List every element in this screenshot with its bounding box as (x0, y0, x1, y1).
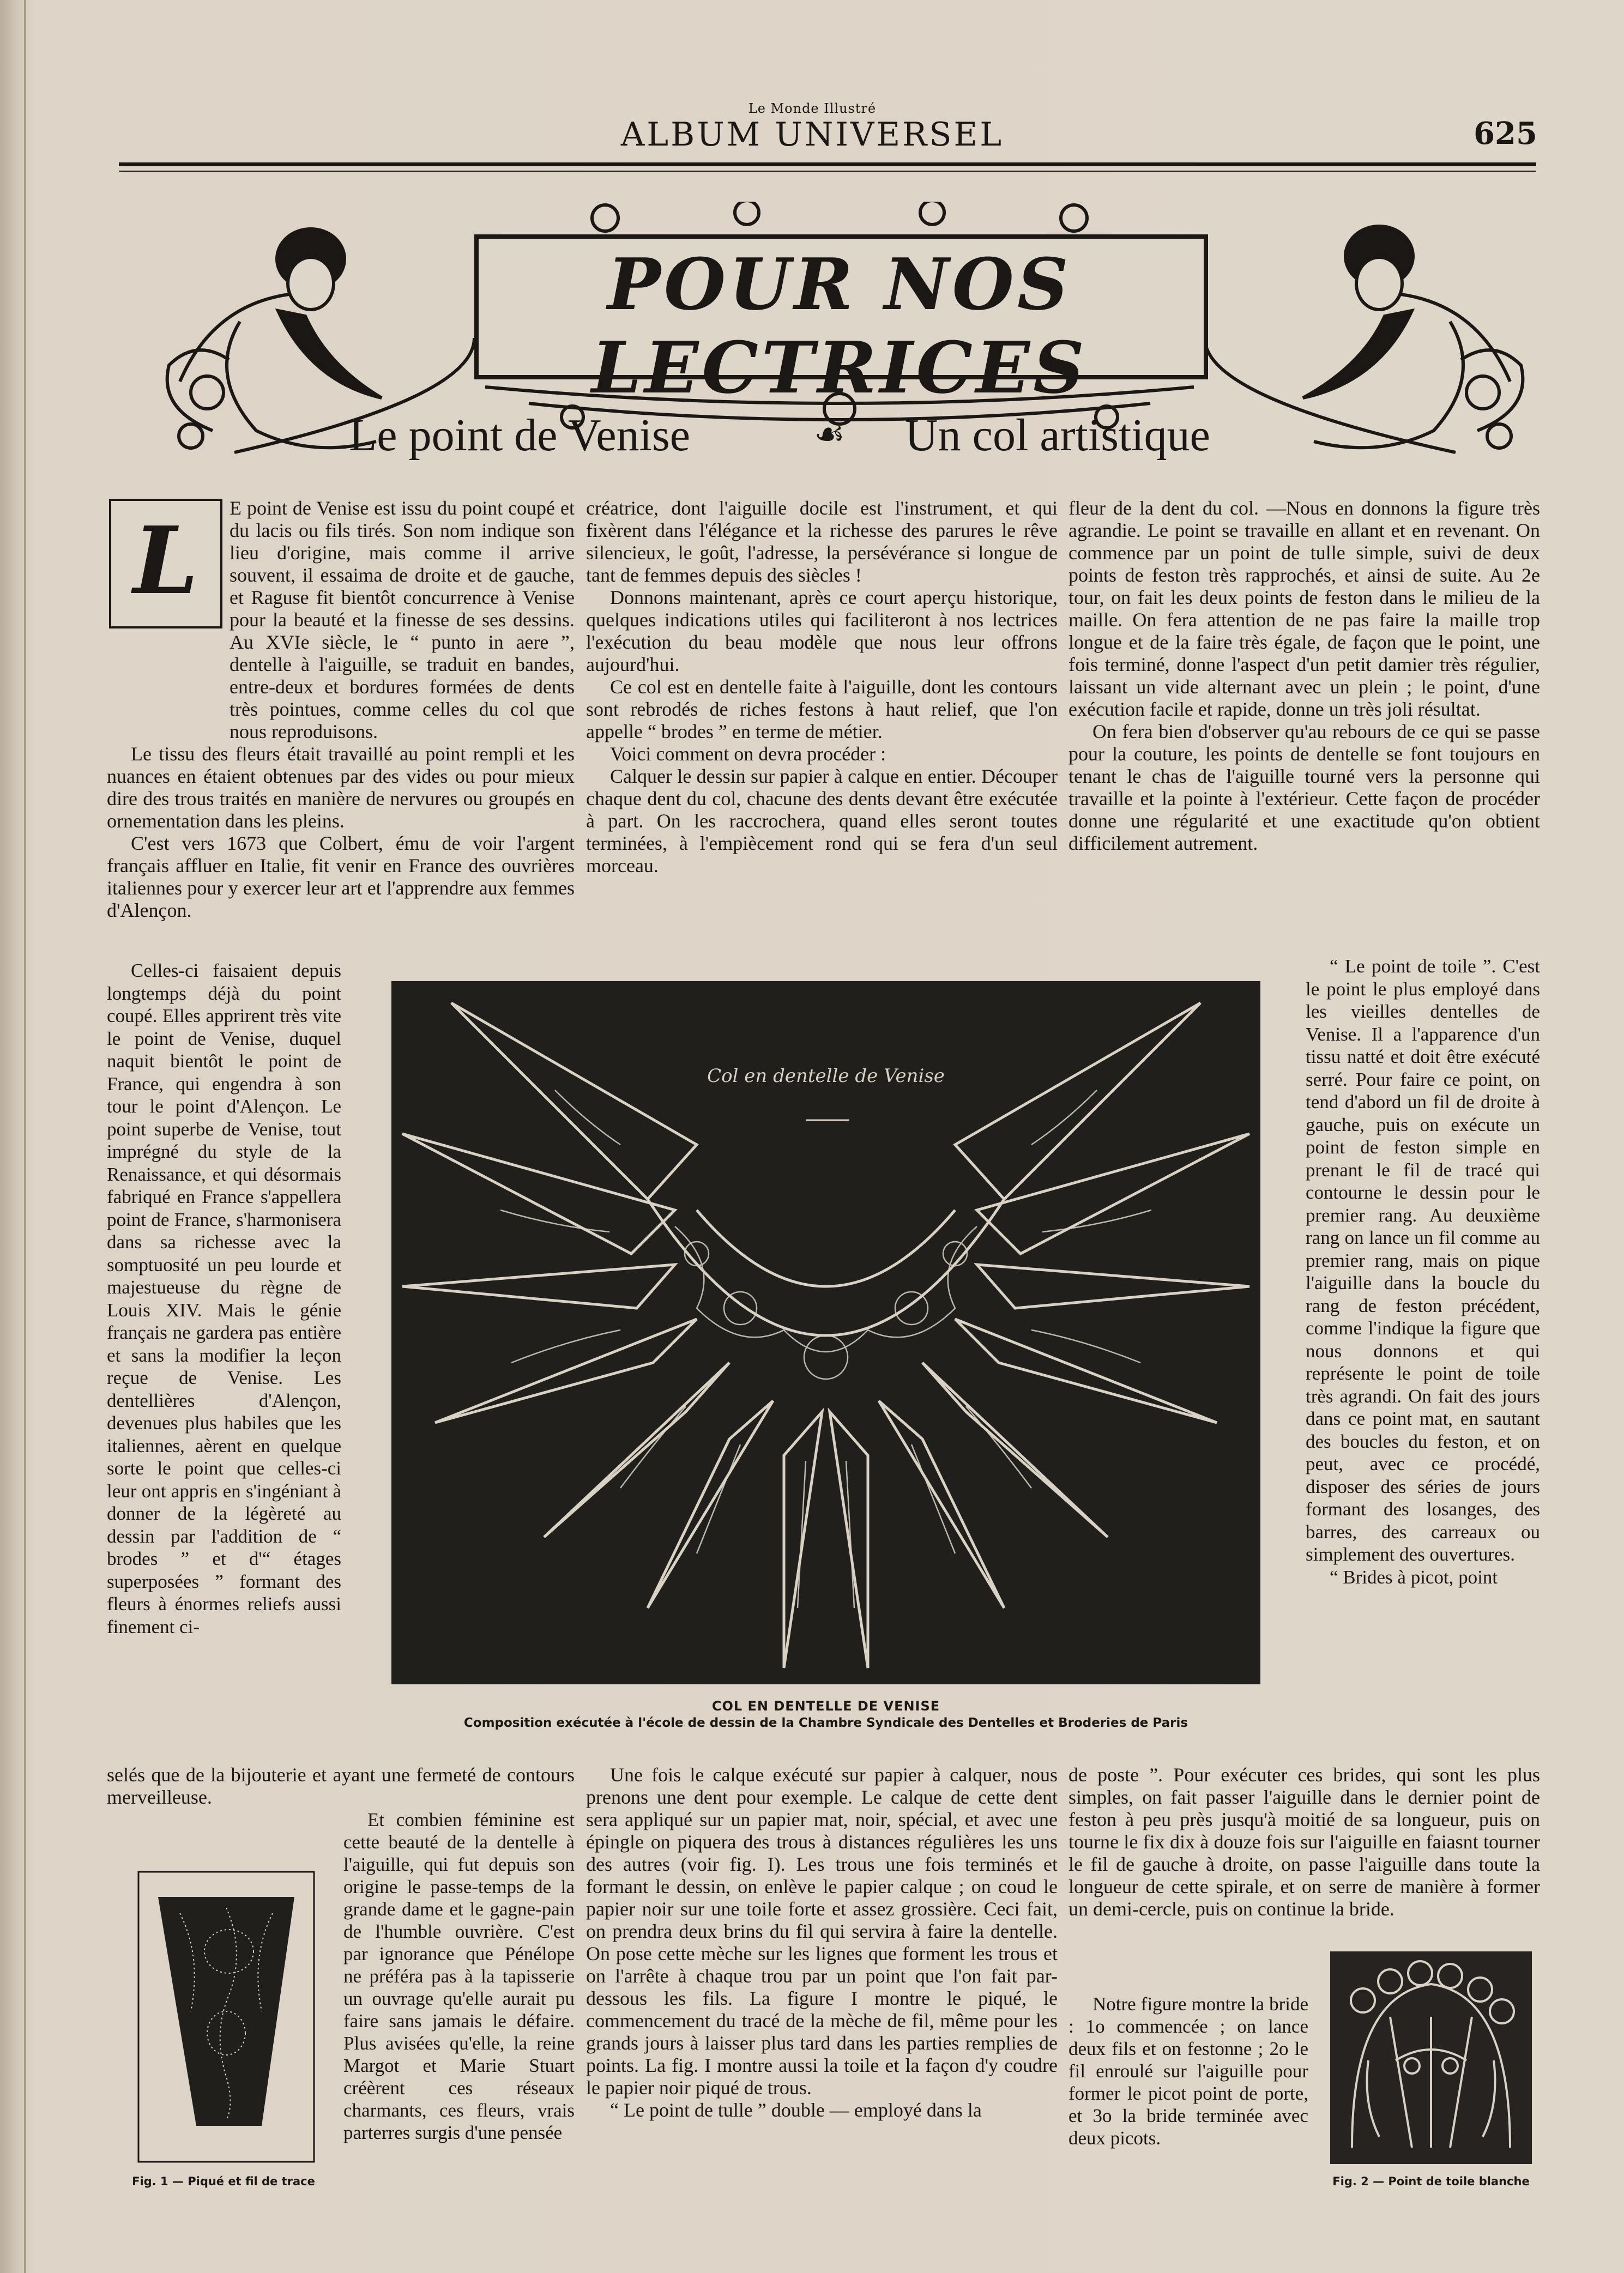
collar-inscription: Col en dentelle de Venise (707, 1065, 945, 1087)
paragraph: Celles-ci faisaient depuis longtemps déjà du point coupé. Elles apprirent très vite le point de Venise, duquel naquit bientôt le point de France, qui engendra à son tour le point d'Alençon. Le point superbe de Venise, tout imprégné du style de la Renaissance, et qui désormais fabriqué en France s'appellera point de France, s'harmonisera dans sa richesse avec la somptuosité un peu lourde et majestueuse du règne de Louis XIV. Mais le génie français ne gardera pas entière et sans la modifier la leçon reçue de Venise. Les dentellières d'Alençon, devenues plus habiles que les italiennes, aèrent en quelque sorte le point que celles-ci leur ont appris en s'ingéniant à donner de la légèreté au dessin par l'addition de “ brodes ” et d'“ étages superposées ” formant des fleurs à énormes reliefs aussi finement ci- (107, 960, 341, 1637)
figure-2-caption: Fig. 2 — Point de toile blanche (1332, 2175, 1530, 2188)
right-column-middle (1306, 955, 1540, 1588)
paragraph-intro-a (107, 497, 575, 743)
paragraph: Le tissu des fleurs était travaillé au point rempli et les nuances en étaient obtenues par des vides ou pour mieux dire des trous traités en manière de nervures ou groupés en ornementation dans les pleins. (107, 743, 575, 832)
left-column-bottom-narrow (343, 1809, 575, 2144)
paragraph: Voici comment on devra procéder : (610, 743, 886, 765)
header-rule-thin (119, 171, 1536, 172)
header-rule (119, 162, 1536, 166)
page-number: 625 (1474, 116, 1537, 152)
right-column-top (1068, 497, 1540, 855)
figure-caption-title: COL EN DENTELLE DE VENISE (711, 1698, 940, 1714)
figure-1-pricked-pattern (136, 1870, 316, 2164)
paragraph: Une fois le calque exécuté sur papier à calquer, nous prenons une dent pour exemple. Le calque de cette dent sera appliqué sur un papier mat, noir, spécial, et avec une épingle on piquera des trous à distances régulières les uns des autres (voir fig. I). Les trous une fois terminés et formant le dessin, on enlève le papier calque ; on coud le papier noir sur une toile forte et assez grossière. Ceci fait, on prendra deux brins du fil qui servira à faire la dentelle. On pose cette mèche sur les lignes que forment les trous et on l'arrête à chaque trou par un point que l'on fait par-dessous les fils. La figure I montre le piqué, le commencement du tracé de la mèche de fil, même pour les grands jours à laisser plus tard dans les parties remplies de points. La fig. I montre aussi la toile et la façon d'y coudre le papier noir piqué de trous. (586, 1764, 1058, 2099)
left-column-middle (107, 959, 341, 1638)
right-column-bottom-narrow (1068, 1993, 1308, 2149)
paragraph: “ Brides à picot, point (1330, 1566, 1498, 1588)
right-column-bottom (1068, 1764, 1540, 1920)
article-title-right: Un col artistique (905, 410, 1210, 461)
collar-illustration (391, 981, 1260, 1684)
paragraph: On fera bien d'observer qu'au rebours de ce qui se passe pour la couture, les points de dentelle se font toujours en tenant le chas de l'aiguille tourné vers la personne qui travaille et la pointe à l'extérieur. Cette façon de procéder donne une régularité et une exactitude qu'on obtient difficilement autrement. (1068, 721, 1540, 854)
paragraph: de poste ”. Pour exécuter ces brides, qui sont les plus simples, on fait passer l'aiguille dans le dernier point de feston à peu près jusqu'à moitié de sa longueur, puis on tourne le fix dix à douze fois sur l'aiguille en faiasnt tourner le fil de gauche à droite, on passe l'aiguille dans toute la longueur de cette spirale, et on serre de manière à former un demi-cercle, puis on continue la bride. (1068, 1764, 1540, 1920)
paragraph: C'est vers 1673 que Colbert, ému de voir l'argent français affluer en Italie, fit venir en France des ouvrières italiennes pour y exercer leur art et l'apprendre aux femmes d'Alençon. (107, 832, 575, 921)
article-title-left: Le point de Venise (349, 410, 690, 461)
figure-1-caption: Fig. 1 — Piqué et fil de trace (132, 2175, 315, 2188)
lace-collar-drawing (391, 981, 1260, 1684)
paragraph: Et combien féminine est cette beauté de la dentelle à l'aiguille, qui fut depuis son origine le passe-temps de la grande dame et le gagne-pain de l'humble ouvrière. C'est par ignorance que Pénélope ne préféra pas à la tapisserie un ouvrage qu'elle aurait pu faire sans jamais le défaire. Plus avisées qu'elle, la reine Margot et Marie Stuart créèrent ces réseaux charmants, ces fleurs, vrais parterres surgis d'une pensée (343, 1809, 575, 2143)
figure-2-picot-bride (1330, 1951, 1532, 2164)
left-column-bottom (107, 1764, 575, 1809)
paragraph: Calquer le dessin sur papier à calque en entier. Découper chaque dent du col, chacune des dents devant être exécutée à part. On les raccrochera, quand elles seront toutes terminées, à l'empiècement rond qui se fera d'un seul morceau. (586, 765, 1058, 876)
running-head-title: ALBUM UNIVERSEL (620, 116, 1004, 154)
banner-title: POUR NOS LECTRICES (591, 243, 1088, 409)
middle-column-top (586, 497, 1058, 877)
paragraph: Donnons maintenant, après ce court aperçu historique, quelques indications utiles qui faciliteront à nos lectrices l'exécution du beau modèle que nous leur offrons aujourd'hui. (586, 587, 1058, 675)
pricked-tooth-drawing (136, 1870, 316, 2164)
fleuron-ornament: ☙ (814, 414, 846, 455)
left-column-top (107, 497, 575, 922)
binding-edge (24, 0, 26, 2273)
figure-caption-subtitle: Composition exécutée à l'école de dessin de la Chambre Syndicale des Dentelles et Broderies de Paris (463, 1716, 1188, 1730)
drop-cap-letter: L (133, 506, 198, 615)
paragraph: Notre figure montre la bride : 1o commencée ; on lance deux fils et on festonne ; 2o le fil enroulé sur l'aiguille pour former le picot point de porte, et 3o la bride terminée avec deux picots. (1068, 1993, 1308, 2149)
paragraph: fleur de la dent du col. —Nous en donnons la figure très agrandie. Le point se travaille en allant et en revenant. On commence par un point de tulle simple, suivi de deux points de feston très rapprochés, et ainsi de suite. Au 2e tour, on fait les deux points de feston dans le milieu de la maille. On fera attention de ne pas faire la maille trop longue et de la faire très égale, de façon que le point, une fois terminé, donne l'aspect d'un petit damier très régulier, laissant un vide alternant avec un plein ; le point, d'une exécution facile et rapide, donne un très joli résultat. (1068, 497, 1540, 720)
picot-bride-drawing (1330, 1951, 1532, 2164)
paragraph: Ce col est en dentelle faite à l'aiguille, dont les contours sont rebrodés de riches festons à haut relief, que l'on appelle “ brodes ” en terme de métier. (586, 676, 1058, 742)
paragraph: créatrice, dont l'aiguille docile est l'instrument, et qui fixèrent dans l'élégance et la richesse des parures le rêve silencieux, le goût, l'adresse, la persévérance si longue de tant de femmes depuis des siècles ! (586, 497, 1058, 586)
running-head-small: Le Monde Illustré (748, 101, 877, 116)
paragraph-text: E point de Venise est issu du point coupé et du lacis ou fils tirés. Son nom indique son lieu d'origine, mais comme il arrive souvent, il essaima de droite et de gauche, et Raguse fit bientôt concurrence à Venise pour la beauté et la finesse de ses dessins. Au XVIe siècle, le “ punto in aere ”, dentelle à l'aiguille, se traduit en bandes, entre-deux et bordures formées de dents très pointues, comme celles du col que nous reproduisons. (230, 497, 575, 742)
paragraph: “ Le point de toile ”. C'est le point le plus employé dans les vieilles dentelles de Venise. Il a l'apparence d'un tissu natté et doit être exécuté serré. Pour faire ce point, on tend d'abord un fil de droite à gauche, puis on exécute un point de feston simple en prenant le fil de tracé qui contourne le dessin pour le premier rang. Au deuxième rang on lance un fil comme au premier rang, mais on pique l'aiguille dans la boucle du rang de feston précédent, comme l'indique la figure que nous donnons et qui représente le point de toile très agrandi. On fait des jours dans ce point mat, en sautant des boucles du feston, et on peut, avec ce procédé, disposer des séries de jours formant des losanges, des barres, des carreaux ou simplement des ouvertures. (1306, 956, 1540, 1565)
middle-column-bottom (586, 1764, 1058, 2121)
paragraph: selés que de la bijouterie et ayant une fermeté de contours merveilleuse. (107, 1764, 575, 1808)
paragraph: “ Le point de tulle ” double — employé dans la (610, 2099, 982, 2121)
